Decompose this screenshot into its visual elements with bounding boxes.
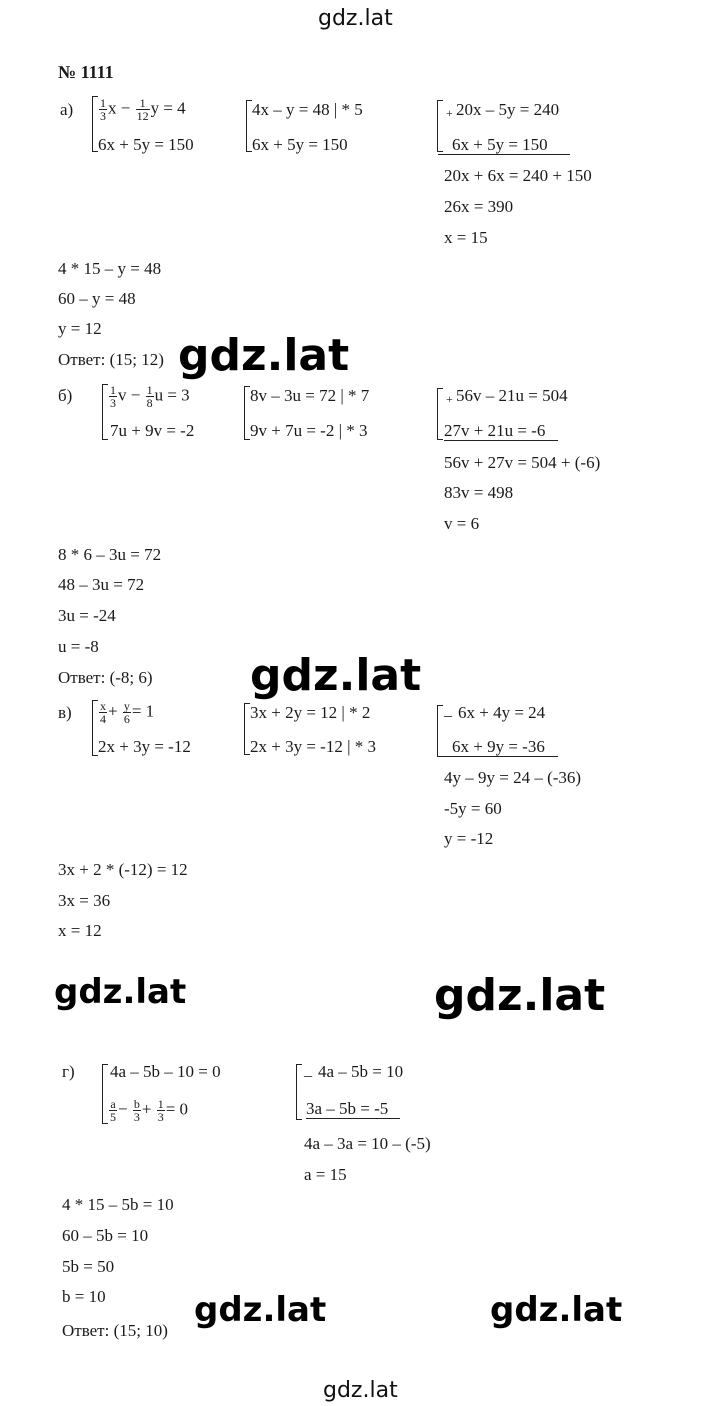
underline: [438, 756, 558, 757]
underline: [306, 1118, 400, 1119]
system-brace: [296, 1064, 303, 1120]
step: x = 15: [444, 228, 488, 247]
fraction: $\frac{x}{4}$: [100, 699, 106, 726]
step: a = 15: [304, 1165, 347, 1184]
step: 4a – 3a = 10 – (-5): [304, 1134, 431, 1153]
equation: 6x + 5y = 150: [252, 135, 348, 154]
step: b = 10: [62, 1287, 106, 1306]
answer: Ответ: (-8; 6): [58, 668, 153, 687]
equation: 2x + 3y = -12 | * 3: [250, 737, 376, 756]
step: 20x + 6x = 240 + 150: [444, 166, 592, 185]
equation: 4x – y = 48 | * 5: [252, 100, 363, 119]
step: 48 – 3u = 72: [58, 575, 145, 594]
step: 83v = 498: [444, 483, 514, 502]
step: -5y = 60: [444, 799, 502, 818]
site-header: gdz.lat: [318, 6, 393, 31]
fraction: $\frac{1}{3}$: [100, 96, 106, 123]
equation: 6x + 4y = 24: [458, 703, 546, 722]
fraction: $\frac{a}{5}$: [110, 1097, 116, 1124]
system-brace: [437, 100, 444, 152]
equation: 27v + 21u = -6: [444, 421, 546, 440]
step: 3x = 36: [58, 891, 111, 910]
system-brace: [437, 705, 444, 757]
equation: 8v – 3u = 72 | * 7: [250, 386, 370, 405]
part-v-label: в): [58, 703, 72, 722]
problem-number: № 1111: [58, 62, 114, 82]
watermark: gdz.lat: [178, 330, 350, 381]
equation: 6x + 5y = 150: [98, 135, 194, 154]
step: 60 – y = 48: [58, 289, 136, 308]
underline: [438, 154, 570, 155]
fraction: $\frac{1}{3}$: [110, 383, 116, 410]
part-a-label: а): [60, 100, 74, 119]
watermark: gdz.lat: [250, 650, 422, 701]
equation: 3x + 2y = 12 | * 2: [250, 703, 371, 722]
fraction: $\frac{1}{3}$: [157, 1097, 164, 1124]
answer: Ответ: (15; 10): [62, 1321, 168, 1340]
step: 3u = -24: [58, 606, 116, 625]
step: 3x + 2 * (-12) = 12: [58, 860, 188, 879]
step: 4 * 15 – y = 48: [58, 259, 162, 278]
equation: 4a – 5b = 10: [318, 1062, 404, 1081]
equation: 9v + 7u = -2 | * 3: [250, 421, 368, 440]
watermark: gdz.lat: [54, 972, 187, 1012]
minus-sign: _: [304, 1062, 312, 1079]
watermark: gdz.lat: [490, 1290, 623, 1330]
part-g-label: г): [62, 1062, 75, 1081]
answer: Ответ: (15; 12): [58, 350, 164, 369]
equation: $\frac{1}{3}$ x − $\frac{1}{12}$ y = 4: [100, 96, 186, 123]
equation: 3a – 5b = -5: [306, 1099, 389, 1118]
step: 8 * 6 – 3u = 72: [58, 545, 162, 564]
equation: $\frac{1}{3}$ v − $\frac{1}{8}$ u = 3: [110, 383, 190, 410]
step: 56v + 27v = 504 + (-6): [444, 453, 601, 472]
equation: 4a – 5b – 10 = 0: [110, 1062, 221, 1081]
fraction: $\frac{1}{12}$: [136, 96, 149, 123]
minus-sign: _: [444, 702, 452, 719]
equation: 20x – 5y = 240: [456, 100, 560, 119]
step: y = 12: [58, 319, 102, 338]
part-b-label: б): [58, 386, 73, 405]
step: v = 6: [444, 514, 480, 533]
fraction: $\frac{y}{6}$: [123, 699, 130, 726]
equation: $\frac{a}{5}$ − $\frac{b}{3}$ + $\frac{1}{3}$ = 0: [110, 1097, 189, 1124]
watermark: gdz.lat: [434, 970, 606, 1021]
fraction: $\frac{b}{3}$: [133, 1097, 140, 1124]
equation: 7u + 9v = -2: [110, 421, 195, 440]
step: x = 12: [58, 921, 102, 940]
equation: $\frac{x}{4}$ + $\frac{y}{6}$ = 1: [100, 699, 155, 726]
site-footer: gdz.lat: [323, 1378, 398, 1403]
system-brace: [437, 388, 444, 440]
step: 4y – 9y = 24 – (-36): [444, 768, 582, 787]
step: 5b = 50: [62, 1257, 115, 1276]
step: 4 * 15 – 5b = 10: [62, 1195, 174, 1214]
equation: 2x + 3y = -12: [98, 737, 191, 756]
equation: 6x + 5y = 150: [452, 135, 548, 154]
underline: [444, 440, 558, 441]
plus-sign: +: [446, 106, 453, 120]
plus-sign: +: [446, 392, 453, 406]
step: y = -12: [444, 829, 494, 848]
equation: 6x + 9y = -36: [452, 737, 545, 756]
step: 26x = 390: [444, 197, 514, 216]
step: u = -8: [58, 637, 99, 656]
fraction: $\frac{1}{8}$: [146, 383, 153, 410]
watermark: gdz.lat: [194, 1290, 327, 1330]
equation: 56v – 21u = 504: [456, 386, 568, 405]
step: 60 – 5b = 10: [62, 1226, 149, 1245]
